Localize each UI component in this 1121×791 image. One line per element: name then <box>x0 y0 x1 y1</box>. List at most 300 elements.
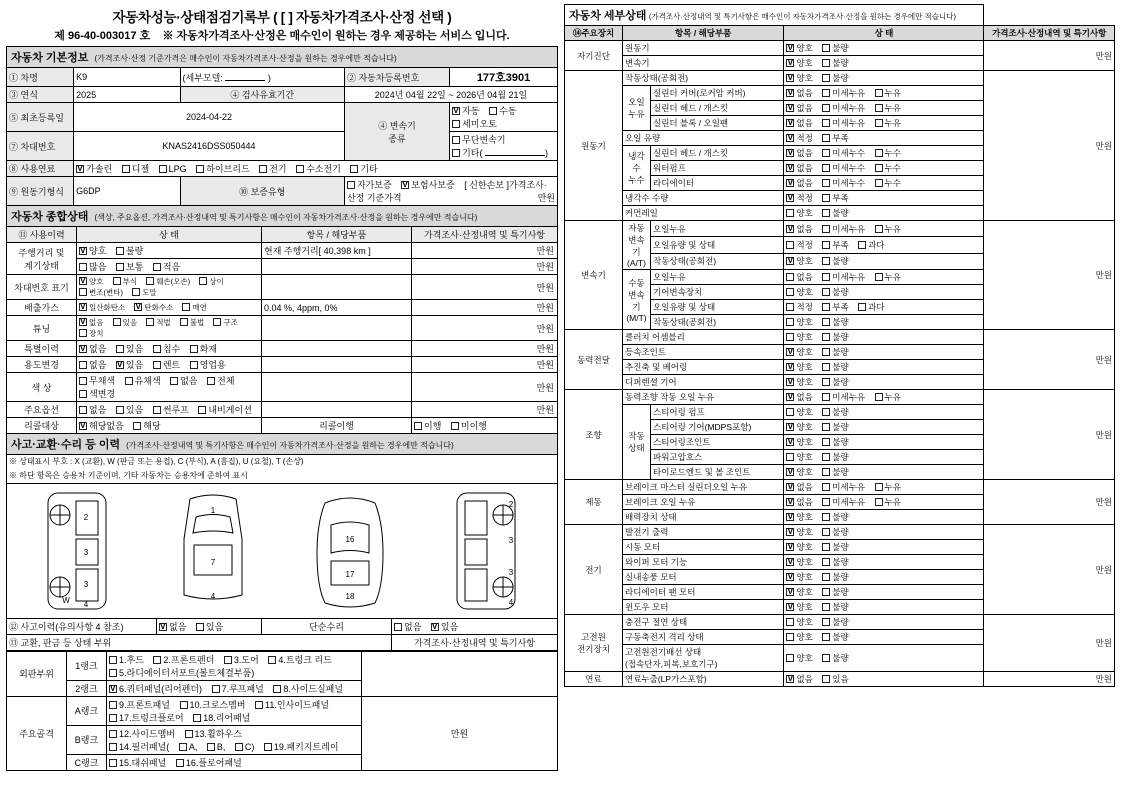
option-none[interactable]: V 없음 <box>786 162 812 174</box>
transmission-label-2: 종류 <box>388 133 406 144</box>
option-bad[interactable]: 불량 <box>822 451 848 463</box>
option-good[interactable]: 양호 <box>786 652 812 664</box>
option-leak[interactable]: 누유 <box>875 391 901 403</box>
option-insufficient[interactable]: 부족 <box>822 239 848 251</box>
option-leak[interactable]: 누유 <box>875 271 901 283</box>
option-good[interactable]: V 양호 <box>786 361 812 373</box>
option-fire[interactable]: 화재 <box>190 342 217 355</box>
transmission-options-row1 <box>450 103 558 132</box>
option-good[interactable]: 양호 <box>786 631 812 643</box>
option-bad[interactable]: 불량 <box>822 526 848 538</box>
part-roof-panel[interactable]: 7.루프패널 <box>212 682 264 695</box>
option-good[interactable]: V 양호 <box>786 346 812 358</box>
option-bad[interactable]: 불량 <box>822 541 848 553</box>
frame-price: 만원 <box>362 696 558 770</box>
tuning-state <box>77 316 262 341</box>
option-bad[interactable]: 불량 <box>822 207 848 219</box>
option-gasoline[interactable]: V 가솔린 <box>76 162 112 175</box>
table-row <box>7 651 558 680</box>
option-good[interactable]: V 양호 <box>786 436 812 448</box>
doc-no-prefix: 제 <box>54 30 65 42</box>
part-front-fender[interactable]: 2.프론트펜더 <box>153 653 214 666</box>
rank-1-items <box>107 651 362 680</box>
group-high-voltage: 고전원 전기장치 <box>565 615 623 672</box>
option-different[interactable]: 상이 <box>199 276 224 287</box>
item-alternator-output: 발전기 출력 <box>623 525 784 540</box>
doc-note: ※ 자동차가격조사·산정은 매수인이 원하는 경우 제공하는 서비스 입니다. <box>162 30 510 42</box>
option-electric[interactable]: 전기 <box>259 162 286 175</box>
row-label-emissions: 배출가스 <box>7 300 77 316</box>
option-exists[interactable]: V 있음 <box>116 358 143 371</box>
price-cell: 만원 <box>412 243 558 259</box>
option-bad[interactable]: 불량 <box>822 376 848 388</box>
item-wiper-motor: 와이퍼 모터 기능 <box>623 555 784 570</box>
option-exists[interactable]: V 있음 <box>431 620 458 633</box>
left-column <box>6 4 558 791</box>
option-bad[interactable]: 불량 <box>822 652 848 664</box>
table-row <box>565 390 1115 405</box>
col-use-history: ⑪ 사용이력 <box>7 227 77 243</box>
option-bad[interactable]: 불량 <box>822 42 848 54</box>
option-structure[interactable]: 구조 <box>213 317 238 328</box>
section-detail-title: 자동차 세부상태 <box>569 10 647 22</box>
row-label-options: 주요옵션 <box>7 402 77 418</box>
option-full[interactable]: 전체 <box>207 374 234 387</box>
option-corrosion[interactable]: 부식 <box>113 276 138 287</box>
option-bad[interactable]: 불량 <box>822 616 848 628</box>
state-common-rail <box>784 206 984 221</box>
state-steering-pump <box>784 405 984 420</box>
part-door[interactable]: 3.도어 <box>224 653 259 666</box>
option-bad[interactable]: 불량 <box>822 255 848 267</box>
row-label-color: 색 상 <box>7 373 77 402</box>
table-row <box>7 618 558 634</box>
option-bad[interactable]: 불량 <box>822 421 848 433</box>
price-standard-label: [ 신한손보 ]가격조사·산정 기준가격 <box>346 180 547 203</box>
state-head-gasket-coolant <box>784 146 984 161</box>
option-cvt[interactable]: 무단변속기 <box>452 133 505 146</box>
part-wheel-house[interactable]: 13.휠하우스 <box>185 727 242 740</box>
option-leak[interactable]: 누수 <box>875 162 901 174</box>
group-braking: 제동 <box>565 480 623 525</box>
option-achromatic[interactable]: 무채색 <box>79 374 115 387</box>
state-brake-oil-leak <box>784 495 984 510</box>
option-not-done[interactable]: 미이행 <box>451 419 487 432</box>
table-row <box>565 615 1115 630</box>
item-mt-idle: 작동상태(공회전) <box>651 315 784 330</box>
table-row <box>7 418 558 434</box>
subgroup-coolant-leak: 냉각수 누수 <box>623 146 651 191</box>
option-slight-leak[interactable]: 미세누유 <box>822 87 865 99</box>
option-good[interactable]: V 양호 <box>786 466 812 478</box>
option-manual[interactable]: 수동 <box>489 104 516 117</box>
option-slight-leak[interactable]: 미세누유 <box>822 223 865 235</box>
emissions-values: 0.04 %, 4ppm, 0% <box>262 300 412 316</box>
option-none[interactable]: V없음 <box>79 317 104 328</box>
option-good[interactable]: V 양호 <box>786 72 812 84</box>
part-trunk-floor[interactable]: 17.트렁크플로어 <box>109 711 184 724</box>
table-row <box>7 469 558 483</box>
option-good[interactable]: 양호 <box>786 286 812 298</box>
option-good[interactable]: V 양호 <box>786 601 812 613</box>
option-insufficient[interactable]: 부족 <box>822 132 848 144</box>
state-hv-wiring <box>784 645 984 672</box>
table-row <box>7 161 558 177</box>
option-none[interactable]: V 없음 <box>786 102 812 114</box>
svg-text:3: 3 <box>83 547 88 557</box>
item-at-oil-level: 오일유량 및 상태 <box>651 237 784 253</box>
option-good[interactable]: V 양호 <box>786 255 812 267</box>
option-sunroof[interactable]: 썬루프 <box>153 403 189 416</box>
option-other-trans[interactable]: 기타( ) <box>452 146 548 159</box>
rank-2: 2랭크 <box>67 680 107 696</box>
emissions-state <box>77 300 262 316</box>
part-hood[interactable]: 1.후드 <box>109 653 144 666</box>
svg-text:4: 4 <box>509 597 514 607</box>
option-slight-leak[interactable]: 미세누유 <box>822 271 865 283</box>
item-steering-pump: 스티어링 펌프 <box>651 405 784 420</box>
part-inside-panel[interactable]: 11.인사이드패널 <box>255 698 329 711</box>
option-good[interactable]: V 양호 <box>786 586 812 598</box>
option-self-guarantee[interactable]: 자가보증 <box>347 178 392 191</box>
option-bad[interactable]: 불량 <box>822 346 848 358</box>
submodel-close: ) <box>267 72 271 83</box>
option-good[interactable]: V 양호 <box>786 57 812 69</box>
option-good[interactable]: V양호 <box>79 244 106 257</box>
part-quarter-panel[interactable]: V 6.쿼터패널(리어펜더) <box>109 682 202 695</box>
part-empty <box>262 259 412 275</box>
rank-a-items <box>107 696 362 725</box>
state-master-cylinder-leak <box>784 480 984 495</box>
state-battery-isolation <box>784 630 984 645</box>
part-pillar-b[interactable]: B, <box>207 742 226 752</box>
svg-text:17: 17 <box>345 569 355 579</box>
option-none[interactable]: V 없음 <box>159 620 186 633</box>
option-illegal[interactable]: 불법 <box>180 317 205 328</box>
option-hybrid[interactable]: 하이브리드 <box>196 162 249 175</box>
option-not-applicable[interactable]: V 해당없음 <box>79 419 124 432</box>
option-bad[interactable]: 불량 <box>822 406 848 418</box>
item-cylinder-head: 실린더 헤드 / 개스킷 <box>651 101 784 116</box>
option-many[interactable]: 많음 <box>79 260 106 273</box>
option-color-change[interactable]: 색변경 <box>79 387 115 400</box>
option-slight-leak[interactable]: 미세누유 <box>822 102 865 114</box>
option-device[interactable]: 장치 <box>79 328 104 339</box>
part-side-sill-panel[interactable]: 8.사이드실패널 <box>273 682 343 695</box>
accident-note-2: ※ 하단 항목은 승용차 기준이며, 기타 자동차는 승용차에 준하여 표시 <box>7 469 558 483</box>
col-state: 상 태 <box>77 227 262 243</box>
option-rental[interactable]: 렌트 <box>153 358 180 371</box>
option-slight-leak[interactable]: 미세누유 <box>822 481 865 493</box>
option-leak[interactable]: 누유 <box>875 117 901 129</box>
option-none[interactable]: V 없음 <box>786 117 812 129</box>
svg-text:16: 16 <box>345 534 355 544</box>
option-altered[interactable]: 변조(변타) <box>79 287 123 298</box>
option-chromatic[interactable]: 유채색 <box>125 374 161 387</box>
item-differential-gear: 디퍼렌셜 기어 <box>623 375 784 390</box>
item-mt-oil-leak: 오일누유 <box>651 270 784 285</box>
rank-b: B랭크 <box>67 725 107 754</box>
option-leak[interactable]: 누유 <box>875 87 901 99</box>
part-dash-panel[interactable]: 15.대쉬패널 <box>109 756 166 769</box>
state-booster <box>784 510 984 525</box>
option-bad[interactable]: 불량 <box>822 631 848 643</box>
section-overall-hint: (색상, 주요옵션, 가격조사·산정내역 및 특기사항은 매수인이 자동차가격조사·산정을 원하는 경우에만 적습니다) <box>94 213 478 222</box>
option-good[interactable]: V 양호 <box>786 421 812 433</box>
page-title: 자동차성능·상태점검기록부 ( [ ] 자동차가격조사·산정 선택 ) <box>112 10 452 25</box>
option-hydrogen[interactable]: 수소전기 <box>296 162 341 175</box>
option-flood[interactable]: 침수 <box>153 342 180 355</box>
option-none[interactable]: V 없음 <box>786 496 812 508</box>
option-bad[interactable]: 불량 <box>822 57 848 69</box>
option-good[interactable]: V 양호 <box>786 526 812 538</box>
item-blower-motor: 실내송풍 모터 <box>623 570 784 585</box>
option-bad[interactable]: 불량 <box>822 436 848 448</box>
price-cell: 만원 <box>412 357 558 373</box>
option-adequate[interactable]: V 적정 <box>786 192 812 204</box>
section-overall <box>6 206 558 226</box>
state-transmission <box>784 56 984 71</box>
item-master-cylinder-leak: 브레이크 마스터 실린더오일 누유 <box>623 480 784 495</box>
exterior-price <box>362 651 558 696</box>
option-none[interactable]: 없음 <box>79 403 106 416</box>
option-semiauto[interactable]: 세미오토 <box>452 117 497 130</box>
option-bad[interactable]: 불량 <box>822 331 848 343</box>
state-rocker-cover <box>784 86 984 101</box>
option-exists[interactable]: 있음 <box>196 620 223 633</box>
option-auto[interactable]: V자동 <box>452 104 479 117</box>
doc-no-suffix: 호 <box>139 30 151 42</box>
option-bad[interactable]: 불량 <box>822 511 848 523</box>
option-good[interactable]: V양호 <box>79 276 104 287</box>
option-normal[interactable]: 보통 <box>116 260 143 273</box>
option-slight-leak[interactable]: 미세누수 <box>822 147 865 159</box>
option-adequate[interactable]: 적정 <box>786 239 812 251</box>
option-bad[interactable]: 불량 <box>822 72 848 84</box>
option-none[interactable]: 없음 <box>170 374 197 387</box>
svg-text:4: 4 <box>83 599 88 609</box>
option-hc[interactable]: V 탄화수소 <box>134 302 173 313</box>
reg-no-label: ② 자동차등록번호 <box>344 68 449 87</box>
option-bad[interactable]: 불량 <box>822 466 848 478</box>
option-none[interactable]: V 없음 <box>786 87 812 99</box>
table-row <box>7 103 558 132</box>
price-fuel: 만원 <box>984 672 1115 687</box>
item-tie-rod-end: 타이로드엔드 및 볼 조인트 <box>651 465 784 480</box>
state-window-motor <box>784 600 984 615</box>
option-few[interactable]: 적음 <box>153 260 180 273</box>
option-bad[interactable]: 불량 <box>822 286 848 298</box>
state-mt-idle <box>784 315 984 330</box>
option-smoke[interactable]: 매연 <box>182 302 207 313</box>
option-none[interactable]: V 없음 <box>79 342 106 355</box>
price-cell: 만원 <box>412 275 558 300</box>
table-row <box>7 357 558 373</box>
option-erased[interactable]: 도말 <box>132 287 157 298</box>
option-slight-leak[interactable]: 미세누유 <box>822 391 865 403</box>
option-done[interactable]: 이행 <box>414 419 441 432</box>
option-insufficient[interactable]: 부족 <box>822 192 848 204</box>
transmission-label <box>344 103 449 161</box>
option-good[interactable]: V 양호 <box>786 571 812 583</box>
svg-text:4: 4 <box>211 591 216 601</box>
option-none[interactable]: V 없음 <box>786 223 812 235</box>
option-diesel[interactable]: 디젤 <box>122 162 149 175</box>
option-exists[interactable]: 있음 <box>822 673 848 685</box>
section-accident-hint: (가격조사·산정내역 및 특기사항은 매수인이 자동차가격조사·산정을 원하는 경우에만 적습니다) <box>126 441 454 450</box>
car-diagram-cell <box>7 483 558 618</box>
part-rear-panel[interactable]: 18.리어패널 <box>193 711 250 724</box>
option-good[interactable]: V 양호 <box>786 541 812 553</box>
submodel-label: (세부모델: <box>182 72 223 83</box>
option-leak[interactable]: 누유 <box>875 496 901 508</box>
option-none[interactable]: V 없음 <box>786 481 812 493</box>
option-none[interactable]: 없음 <box>786 271 812 283</box>
option-leak[interactable]: 누수 <box>875 177 901 189</box>
table-row <box>7 243 558 259</box>
part-side-member[interactable]: 12.사이드멤버 <box>109 727 175 740</box>
item-power-high-pressure-hose: 파워고압호스 <box>651 450 784 465</box>
row-label-vin-mark: 차대번호 표기 <box>7 275 77 300</box>
recall-state <box>77 418 262 434</box>
reg-no-value: 177호3901 <box>450 68 558 87</box>
option-other-fuel[interactable]: 기타 <box>350 162 377 175</box>
group-steering: 조향 <box>565 390 623 480</box>
subgroup-at: 자동 변속기 (A/T) <box>623 221 651 270</box>
option-leak[interactable]: 누유 <box>875 102 901 114</box>
option-navigation[interactable]: 내비게이션 <box>198 403 251 416</box>
detail-table <box>564 4 1115 687</box>
item-clutch: 클러치 어셈블리 <box>623 330 784 345</box>
option-applicable[interactable]: 해당 <box>133 419 160 432</box>
parts-rank-table <box>6 651 558 771</box>
simple-repair-label: 단순수리 <box>262 618 392 634</box>
option-bad[interactable]: 불량 <box>822 361 848 373</box>
item-cv-joint: 등속조인트 <box>623 345 784 360</box>
option-commercial[interactable]: 영업용 <box>190 358 226 371</box>
option-legal[interactable]: 적법 <box>146 317 171 328</box>
option-adequate[interactable]: V 적정 <box>786 132 812 144</box>
option-leak[interactable]: 누유 <box>875 481 901 493</box>
option-slight-leak[interactable]: 미세누수 <box>822 177 865 189</box>
option-good[interactable]: 양호 <box>786 316 812 328</box>
diagram-front <box>166 487 261 615</box>
option-bad[interactable]: 불량 <box>822 586 848 598</box>
item-power-steering-leak: 동력조향 작동 오일 누유 <box>623 390 784 405</box>
right-column <box>564 4 1115 791</box>
option-slight-leak[interactable]: 미세누유 <box>822 117 865 129</box>
option-none[interactable]: V 없음 <box>786 391 812 403</box>
item-rocker-cover: 실린더 커버(로커암 커버) <box>651 86 784 101</box>
option-excessive[interactable]: 과다 <box>858 301 884 313</box>
option-good[interactable]: 양호 <box>786 616 812 628</box>
option-exists[interactable]: 있음 <box>113 317 138 328</box>
option-co[interactable]: V 일산화탄소 <box>79 302 125 313</box>
part-cross-member[interactable]: 10.크로스멤버 <box>180 698 246 711</box>
item-engine: 원동기 <box>623 41 784 56</box>
option-good[interactable]: 양호 <box>786 451 812 463</box>
row-label-mileage: 주행거리 및 계기상태 <box>7 243 77 275</box>
col-price: 가격조사·산정내역 및 특기사항 <box>412 227 558 243</box>
part-pillar-a[interactable]: A, <box>179 742 198 752</box>
option-bad[interactable]: 불량 <box>822 601 848 613</box>
option-exists[interactable]: 있음 <box>116 342 143 355</box>
part-empty <box>262 316 412 341</box>
option-damaged[interactable]: 훼손(오손) <box>146 276 190 287</box>
option-bad[interactable]: 불량 <box>822 571 848 583</box>
part-floor-panel[interactable]: 16.플로어패널 <box>176 756 242 769</box>
option-exists[interactable]: 있음 <box>116 403 143 416</box>
part-trunk-lid[interactable]: 4.트렁크 리드 <box>268 653 331 666</box>
table-row <box>565 525 1115 540</box>
svg-text:3: 3 <box>509 567 514 577</box>
engine-type-value: G6DP <box>74 177 180 206</box>
part-radiator-support[interactable]: 5.라디에이터서포트(볼트체결부품) <box>109 666 254 679</box>
state-alternator <box>784 525 984 540</box>
option-lpg[interactable]: LPG <box>159 164 187 174</box>
state-coolant-level <box>784 191 984 206</box>
price-cell: 만원 <box>412 300 558 316</box>
item-radiator: 라디에이터 <box>651 176 784 191</box>
option-leak[interactable]: 누유 <box>875 223 901 235</box>
item-common-rail: 커먼레일 <box>623 206 784 221</box>
vin-label: ⑦ 차대번호 <box>7 132 74 161</box>
option-none[interactable]: V 없음 <box>786 673 812 685</box>
option-bad[interactable]: 불량 <box>116 244 143 257</box>
part-front-panel[interactable]: 9.프론트패널 <box>109 698 170 711</box>
option-bad[interactable]: 불량 <box>822 556 848 568</box>
table-row <box>7 373 558 402</box>
option-good[interactable]: 양호 <box>786 207 812 219</box>
state-mt-oil-level <box>784 300 984 315</box>
option-bad[interactable]: 불량 <box>822 316 848 328</box>
option-good[interactable]: V 양호 <box>786 376 812 388</box>
part-empty <box>262 357 412 373</box>
state-blower-motor <box>784 570 984 585</box>
option-good[interactable]: V 양호 <box>786 556 812 568</box>
option-good[interactable]: 양호 <box>786 406 812 418</box>
table-row <box>7 275 558 300</box>
option-none[interactable]: V 없음 <box>786 177 812 189</box>
option-adequate[interactable]: 적정 <box>786 301 812 313</box>
option-leak[interactable]: 누수 <box>875 147 901 159</box>
table-row <box>7 177 558 206</box>
price-cell: 만원 <box>412 316 558 341</box>
option-none[interactable]: V 없음 <box>786 147 812 159</box>
inspection-valid-value: 2024년 04월 22일 ~ 2026년 04월 21일 <box>344 87 557 103</box>
inspection-valid-label: ④ 검사유효기간 <box>180 87 344 103</box>
option-insurance-guarantee[interactable]: V 보험사보증 <box>401 178 454 191</box>
option-insufficient[interactable]: 부족 <box>822 301 848 313</box>
option-excessive[interactable]: 과다 <box>858 239 884 251</box>
option-none[interactable]: 없음 <box>394 620 421 633</box>
part-package-tray[interactable]: 19.패키지트레이 <box>264 740 339 753</box>
option-good[interactable]: V 양호 <box>786 511 812 523</box>
col-main-device: ⑭주요장치 <box>565 26 623 41</box>
rank-a: A랭크 <box>67 696 107 725</box>
option-slight-leak[interactable]: 미세누유 <box>822 496 865 508</box>
part-pillar-panel[interactable]: 14.필러패널( <box>109 740 169 753</box>
option-good[interactable]: V 양호 <box>786 42 812 54</box>
transmission-label-1: ④ 변속기 <box>378 120 416 131</box>
year-value: 2025 <box>74 87 180 103</box>
part-pillar-c[interactable]: C) <box>235 742 255 752</box>
option-slight-leak[interactable]: 미세누수 <box>822 162 865 174</box>
option-good[interactable]: 양호 <box>786 331 812 343</box>
recall-done-label: 리콜이행 <box>262 418 412 434</box>
option-none[interactable]: 없음 <box>79 358 106 371</box>
item-head-gasket-coolant: 실린더 헤드 / 개스킷 <box>651 146 784 161</box>
